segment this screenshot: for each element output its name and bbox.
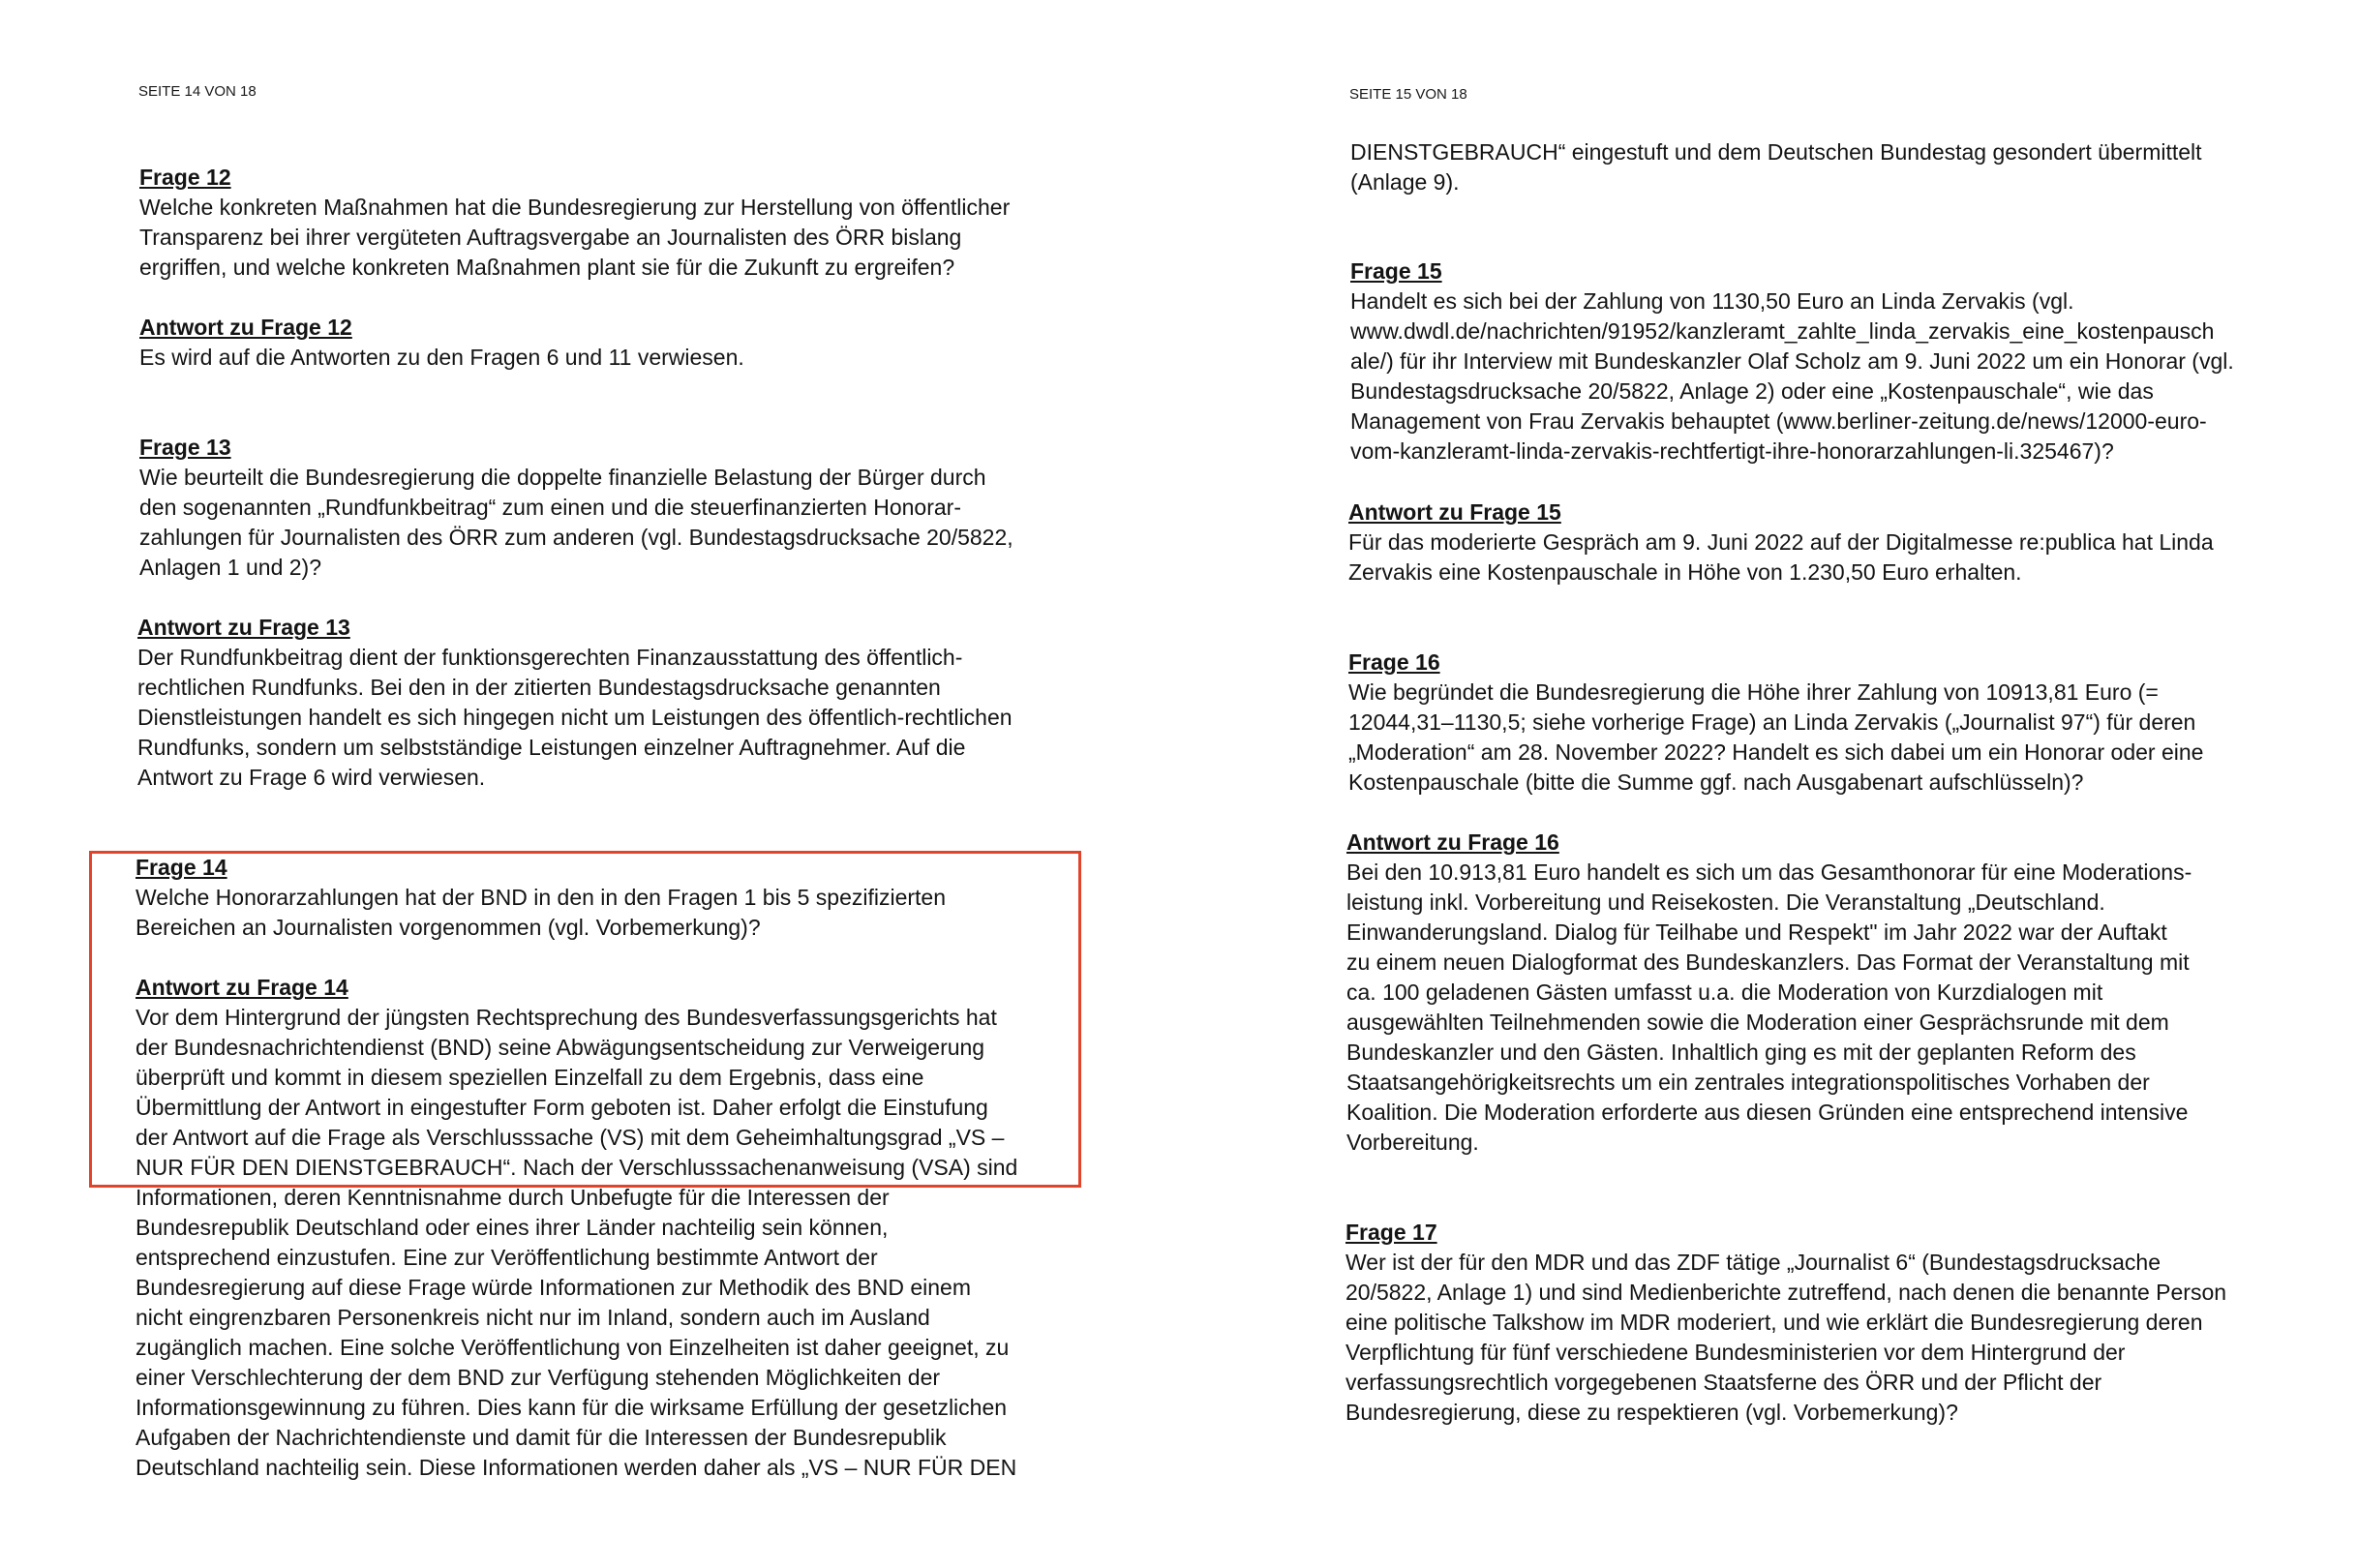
text-line: entsprechend einzustufen. Eine zur Veröffentlichung bestimmte Antwort der [136, 1245, 878, 1270]
text-line: Wie begründet die Bundesregierung die Höhe ihrer Zahlung von 10913,81 Euro (= [1348, 679, 2159, 705]
heading: Antwort zu Frage 12 [139, 315, 352, 340]
text-line: ca. 100 geladenen Gästen umfasst u.a. die Moderation von Kurzdialogen mit [1346, 980, 2103, 1005]
heading: Antwort zu Frage 15 [1348, 499, 1561, 525]
text-line: 20/5822, Anlage 1) und sind Medienberichte zutreffend, nach denen die benannte Person [1345, 1280, 2227, 1305]
text-line: Übermittlung der Antwort in eingestufter Form geboten ist. Daher erfolgt die Einstufung [136, 1095, 988, 1120]
text-line: Einwanderungsland. Dialog für Teilhabe und Respekt" im Jahr 2022 war der Auftakt [1346, 920, 2167, 945]
frage-14 [136, 853, 946, 943]
antwort-16 [1346, 828, 2192, 1158]
text-line: Welche Honorarzahlungen hat der BND in den in den Fragen 1 bis 5 spezifizierten [136, 885, 947, 910]
text-line: Deutschland nachteilig sein. Diese Informationen werden daher als „VS – NUR FÜR DEN [136, 1455, 1017, 1480]
text-line: vom-kanzleramt-linda-zervakis-rechtfertigt-ihre-honorarzahlungen-li.325467)? [1350, 438, 2114, 464]
text-line: Bei den 10.913,81 Euro handelt es sich um das Gesamthonorar für eine Moderations- [1346, 859, 2192, 885]
text-line: www.dwdl.de/nachrichten/91952/kanzleramt_zahlte_linda_zervakis_eine_kostenpausch [1350, 318, 2215, 344]
text-line: Koalition. Die Moderation erforderte aus diesen Gründen eine entsprechend intensive [1346, 1100, 2189, 1125]
text-line: Wie beurteilt die Bundesregierung die doppelte finanzielle Belastung der Bürger durch [139, 465, 986, 490]
text-line: Es wird auf die Antworten zu den Fragen 6 und 11 verwiesen. [139, 345, 744, 370]
text-line: Für das moderierte Gespräch am 9. Juni 2022 auf der Digitalmesse re:publica hat Linda [1348, 529, 2214, 555]
page-15 [1179, 0, 2358, 1568]
antwort-14 [136, 973, 1017, 1483]
text-line: Informationsgewinnung zu führen. Dies kann für die wirksame Erfüllung der gesetzlichen [136, 1395, 1008, 1420]
text-line: zu einem neuen Dialogformat des Bundeskanzlers. Das Format der Veranstaltung mit [1346, 950, 2190, 975]
text-line: Bundesregierung auf diese Frage würde Informationen zur Methodik des BND einem [136, 1275, 971, 1300]
text-line: der Bundesnachrichtendienst (BND) seine Abwägungsentscheidung zur Verweigerung [136, 1035, 985, 1060]
text-line: Informationen, deren Kenntnisnahme durch Unbefugte für die Interessen der [136, 1185, 890, 1210]
heading: Frage 14 [136, 855, 227, 880]
text-line: nicht eingrenzbaren Personenkreis nicht nur im Inland, sondern auch im Ausland [136, 1305, 930, 1330]
text-line: Vorbereitung. [1346, 1130, 1479, 1155]
text-line: ale/) für ihr Interview mit Bundeskanzler Olaf Scholz am 9. Juni 2022 um ein Honorar (vgl. [1350, 348, 2234, 374]
text-line: Wer ist der für den MDR und das ZDF tätige „Journalist 6“ (Bundestagsdrucksache [1345, 1250, 2161, 1275]
text-line: Antwort zu Frage 6 wird verwiesen. [137, 765, 486, 790]
heading: Frage 16 [1348, 649, 1440, 675]
text-line: zahlungen für Journalisten des ÖRR zum anderen (vgl. Bundestagsdrucksache 20/5822, [139, 525, 1013, 550]
text-line: Rundfunks, sondern um selbstständige Leistungen einzelner Auftragnehmer. Auf die [137, 735, 966, 760]
text-line: Der Rundfunkbeitrag dient der funktionsgerechten Finanzausstattung des öffentlich- [137, 645, 963, 670]
text-line: Bereichen an Journalisten vorgenommen (vgl. Vorbemerkung)? [136, 915, 761, 940]
continuation-text [1350, 137, 2202, 197]
text-line: Bundeskanzler und den Gästen. Inhaltlich ging es mit der geplanten Reform des [1346, 1040, 2136, 1065]
text-line: Verpflichtung für fünf verschiedene Bundesministerien vor dem Hintergrund der [1345, 1340, 2126, 1365]
text-line: überprüft und kommt in diesem speziellen Einzelfall zu dem Ergebnis, dass eine [136, 1065, 924, 1090]
text-line: Handelt es sich bei der Zahlung von 1130,50 Euro an Linda Zervakis (vgl. [1350, 288, 2074, 314]
text-line: zugänglich machen. Eine solche Veröffentlichung von Einzelheiten ist daher geeignet, zu [136, 1335, 1010, 1360]
text-line: leistung inkl. Vorbereitung und Reisekosten. Die Veranstaltung „Deutschland. [1346, 890, 2105, 915]
text-line: Staatsangehörigkeitsrechts um ein zentrales integrationspolitisches Vorhaben der [1346, 1070, 2150, 1095]
frage-16 [1348, 648, 2203, 798]
text-line: eine politische Talkshow im MDR moderiert, und wie erklärt die Bundesregierung deren [1345, 1310, 2203, 1335]
text-line: NUR FÜR DEN DIENSTGEBRAUCH“. Nach der Verschlusssachenanweisung (VSA) sind [136, 1155, 1018, 1180]
text-line: Bundesrepublik Deutschland oder eines ihrer Länder nachteilig sein können, [136, 1215, 889, 1240]
heading: Frage 15 [1350, 258, 1442, 284]
text-line: Welche konkreten Maßnahmen hat die Bundesregierung zur Herstellung von öffentlicher [139, 195, 1011, 220]
text-line: Management von Frau Zervakis behauptet (www.berliner-zeitung.de/news/12000-euro- [1350, 408, 2207, 434]
text-line: Transparenz bei ihrer vergüteten Auftragsvergabe an Journalisten des ÖRR bislang [139, 225, 962, 250]
frage-13 [139, 433, 1013, 583]
heading: Antwort zu Frage 14 [136, 975, 348, 1000]
text-line: der Antwort auf die Frage als Verschlusssache (VS) mit dem Geheimhaltungsgrad „VS – [136, 1125, 1005, 1150]
text-line: ergriffen, und welche konkreten Maßnahmen plant sie für die Zukunft zu ergreifen? [139, 255, 955, 280]
heading: Frage 13 [139, 435, 231, 460]
text-line: Anlagen 1 und 2)? [139, 555, 321, 580]
text-line: Vor dem Hintergrund der jüngsten Rechtsprechung des Bundesverfassungsgerichts hat [136, 1005, 997, 1030]
heading: Frage 12 [139, 165, 231, 190]
frage-17 [1345, 1218, 2226, 1428]
text-line: Dienstleistungen handelt es sich hingegen nicht um Leistungen des öffentlich-rechtlichen [137, 705, 1013, 730]
text-line: „Moderation“ am 28. November 2022? Handelt es sich dabei um ein Honorar oder eine [1348, 739, 2204, 765]
text-line: verfassungsrechtlich vorgegebenen Staatsferne des ÖRR und der Pflicht der [1345, 1370, 2102, 1395]
text-line: den sogenannten „Rundfunkbeitrag“ zum einen und die steuerfinanzierten Honorar- [139, 495, 961, 520]
page-number: SEITE 14 VON 18 [138, 83, 257, 100]
text-line: Zervakis eine Kostenpauschale in Höhe von 1.230,50 Euro erhalten. [1348, 559, 2022, 585]
frage-15 [1350, 256, 2234, 467]
heading: Antwort zu Frage 13 [137, 615, 350, 640]
text-line: rechtlichen Rundfunks. Bei den in der zitierten Bundestagsdrucksache genannten [137, 675, 941, 700]
text-line: Aufgaben der Nachrichtendienste und damit für die Interessen der Bundesrepublik [136, 1425, 947, 1450]
antwort-15 [1348, 498, 2214, 588]
antwort-13 [137, 613, 1013, 793]
heading: Frage 17 [1345, 1220, 1437, 1245]
heading: Antwort zu Frage 16 [1346, 829, 1559, 855]
text-line: Bundesregierung, diese zu respektieren (vgl. Vorbemerkung)? [1345, 1400, 1958, 1425]
text-line: Bundestagsdrucksache 20/5822, Anlage 2) oder eine „Kostenpauschale“, wie das [1350, 378, 2154, 404]
text-line: 12044,31–1130,5; siehe vorherige Frage) an Linda Zervakis („Journalist 97“) für deren [1348, 709, 2196, 735]
antwort-12 [139, 313, 744, 373]
text-line: ausgewählten Teilnehmenden sowie die Moderation einer Gesprächsrunde mit dem [1346, 1010, 2169, 1035]
text-line: DIENSTGEBRAUCH“ eingestuft und dem Deutschen Bundestag gesondert übermittelt [1350, 139, 2202, 165]
page-number: SEITE 15 VON 18 [1349, 86, 1467, 103]
text-line: einer Verschlechterung der dem BND zur Verfügung stehenden Möglichkeiten der [136, 1365, 941, 1390]
text-line: (Anlage 9). [1350, 169, 1460, 195]
text-line: Kostenpauschale (bitte die Summe ggf. nach Ausgabenart aufschlüsseln)? [1348, 769, 2084, 795]
frage-12 [139, 163, 1010, 283]
